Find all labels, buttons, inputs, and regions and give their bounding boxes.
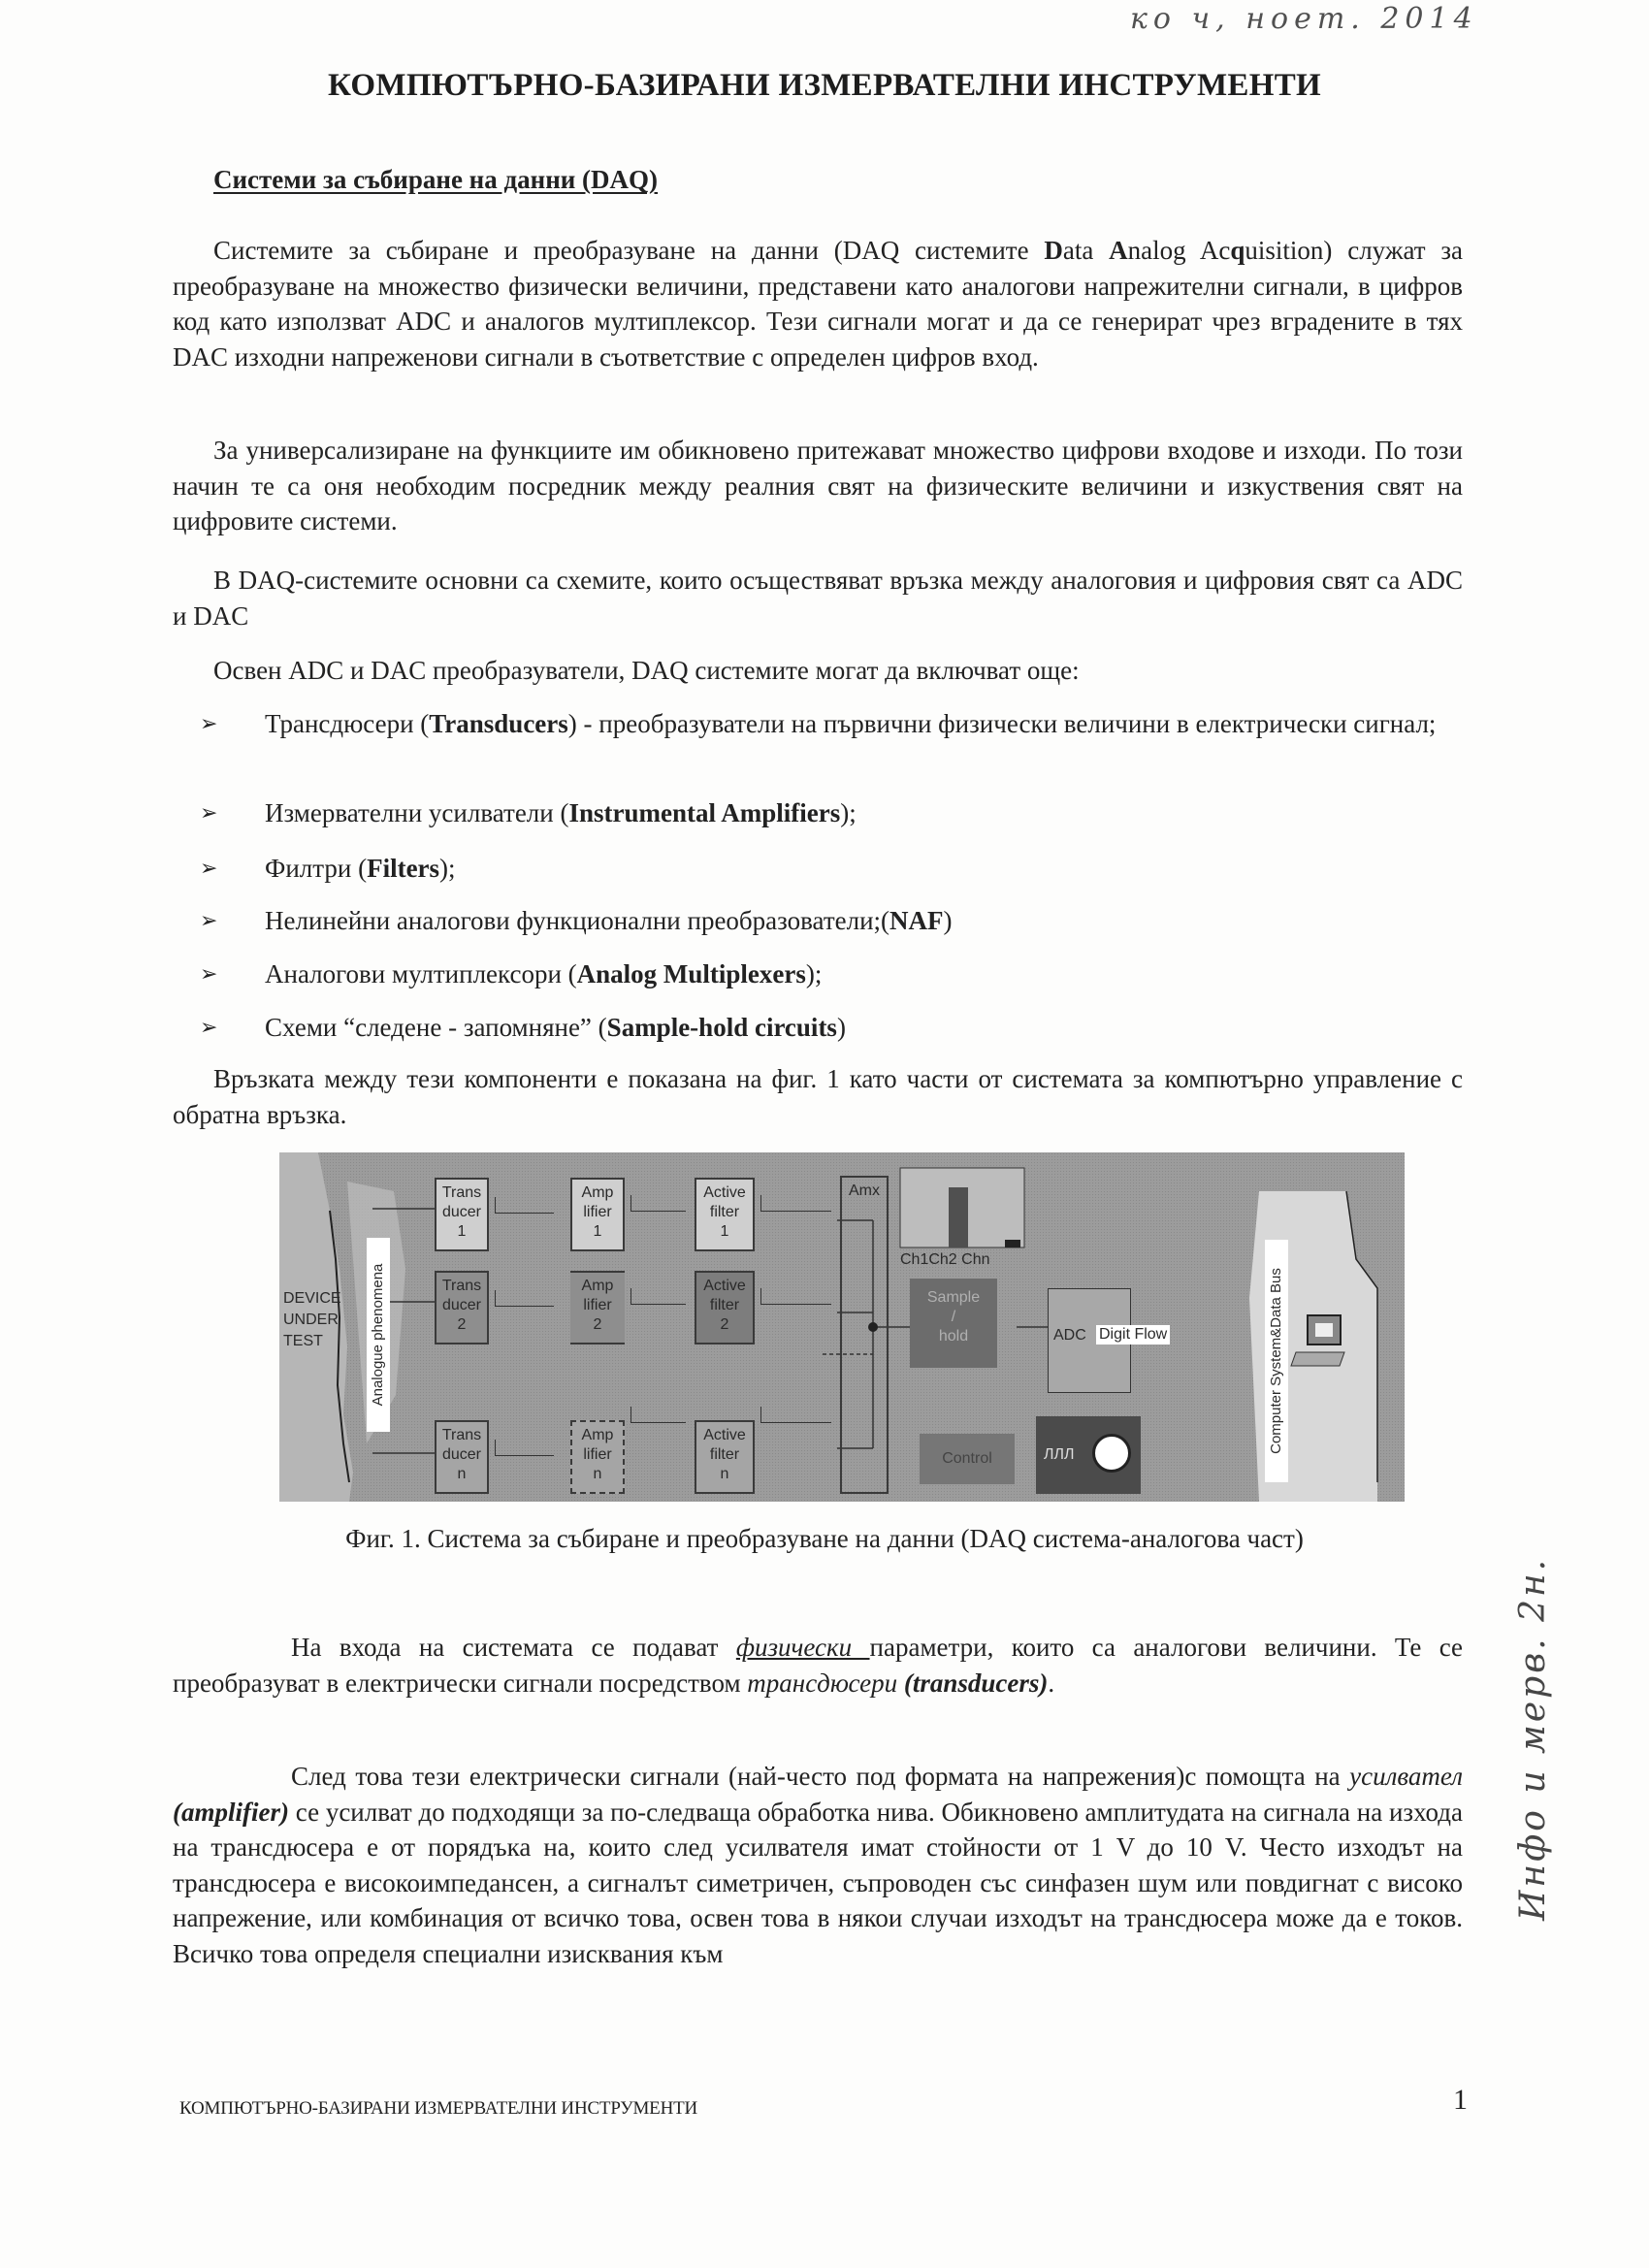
list-item: ➢ Схеми “следене - запомняне” (Sample-hold circuits) [173,1010,1463,1045]
analog-multiplexer-block: Amx [840,1176,889,1494]
analogue-phenomena-label: Analogue phenomena [367,1238,390,1432]
arrow-bullet-icon: ➢ [200,908,218,932]
active-filter-block-1: Active filter 1 [695,1178,755,1251]
arrow-bullet-icon: ➢ [200,800,218,825]
daq-block-diagram [279,1152,1405,1502]
paragraph-figure-ref: Връзката между тези компоненти е показана на фиг. 1 като части от системата за компютърно управление с обратна връзка. [173,1064,1463,1129]
amplifier-block-n: Amp lifier n [570,1420,625,1494]
signal-waveform [630,1288,686,1305]
signal-waveform [495,1197,554,1214]
filter-response [760,1195,831,1212]
digit-flow-label: Digit Flow [1096,1325,1170,1345]
filter-response [760,1288,831,1305]
sample-hold-block: Sample / hold [910,1279,997,1368]
page-footer: КОМПЮТЪРНО-БАЗИРАНИ ИЗМЕРВАТЕЛНИ ИНСТРУМЕНТИ [179,2098,698,2119]
list-item: ➢ Нелинейни аналогови функционални преобразователи;(NAF) [173,903,1463,938]
transducer-block-n: Trans ducer n [435,1420,489,1494]
amplifier-block-2: Amp lifier 2 [570,1271,625,1345]
control-block: Control [920,1434,1015,1484]
stopwatch-icon [1092,1434,1131,1473]
signal-waveform [495,1290,554,1307]
arrow-bullet-icon: ➢ [200,961,218,986]
list-item: ➢ Аналогови мултиплексори (Analog Multiplexers); [173,956,1463,991]
signal-waveform [630,1407,686,1423]
list-item: ➢ Трансдюсери (Transducers) - преобразуватели на първични физически величини в електрически сигнал; [173,706,1463,741]
amplifier-block-1: Amp lifier 1 [570,1178,625,1251]
arrow-bullet-icon: ➢ [200,1015,218,1039]
paragraph-input: На входа на системата се подават физически параметри, които са аналогови величини. Те се преобразуват в електрически сигнали посредством трансдюсери (transducers). [173,1633,1464,1698]
page-number: 1 [1453,2084,1468,2116]
handwritten-note-margin: Инфо и мерв. 2н. [1513,1556,1553,1921]
handwritten-note-top: ко ч, ноет. 2014 [1130,2,1478,36]
arrow-bullet-icon: ➢ [200,856,218,880]
signal-waveform [630,1195,686,1212]
timer-block [1036,1416,1141,1494]
section-heading: Системи за събиране на данни (DAQ) [213,165,659,194]
list-item: ➢ Филтри (Filters); [173,851,1463,886]
paragraph-universal: За универсализиране на функциите им обикновено притежават множество цифрови входове и изходи. По този начин те са оня необходим посредник между реалния свят на физическите величини и изкуствения свят на цифровите системи. [173,436,1463,535]
paragraph-amplification: След това тези електрически сигнали (най-често под формата на напрежения)с помощта на усилвател (amplifier) се усилват до подходящи за по-следваща обработка нива. Обикновено амплитудата на сигнала на изхода на трансдюсера е от порядъка на, които след усилвателя имат стойности от 1 V до 10 V. Често изходът на трансдюсера е високоимпедансен, а сигналът симетричен, съпроводен със синфазен шум или повдигнат с високо напрежение, или комбинация от всичко това, освен това в някои случаи изходът на трансдюсера може да е токов. Всичко това определя специални изисквания към [173,1762,1463,1968]
paragraph-daq-core: В DAQ-системите основни са схемите, които осъществяват връзка между аналоговия и цифровия свят са ADC и DAC [173,566,1463,631]
paragraph-components-intro: Освен ADC и DAC преобразуватели, DAQ системите могат да включват още: [213,656,1080,685]
device-under-test-label: DEVICE UNDER TEST [283,1290,341,1349]
document-title: КОМПЮТЪРНО-БАЗИРАНИ ИЗМЕРВАТЕЛНИ ИНСТРУМЕНТИ [328,68,1321,103]
adc-label: ADC [1053,1327,1086,1344]
list-item: ➢ Измервателни усилватели (Instrumental Amplifiers); [173,795,1463,830]
figure-caption: Фиг. 1. Система за събиране и преобразуване на данни (DAQ система-аналогова част) [345,1524,1304,1553]
transducer-block-2: Trans ducer 2 [435,1271,489,1345]
signal-waveform [495,1440,554,1456]
paragraph-intro: Системите за събиране и преобразуване на данни (DAQ системите Data Analog Acquisition) служат за преобразуване на множество физически величини, представени като аналогови напрежителни сигнали, в цифров код като използват ADC и аналогов мултиплексор. Тези сигнали могат и да се генерират чрез вградените в тях DAC изходни напреженови сигнали в съответствие с определен цифров вход. [173,236,1463,372]
arrow-bullet-icon: ➢ [200,711,218,735]
active-filter-block-n: Active filter n [695,1420,755,1494]
channel-labels: Ch1Ch2 Chn [900,1251,990,1268]
active-filter-block-2: Active filter 2 [695,1271,755,1345]
clock-pulse-label: ЛЛЛ [1044,1446,1075,1463]
filter-response [760,1407,831,1423]
transducer-block-1: Trans ducer 1 [435,1178,489,1251]
computer-system-label: Computer System&Data Bus [1265,1240,1288,1482]
